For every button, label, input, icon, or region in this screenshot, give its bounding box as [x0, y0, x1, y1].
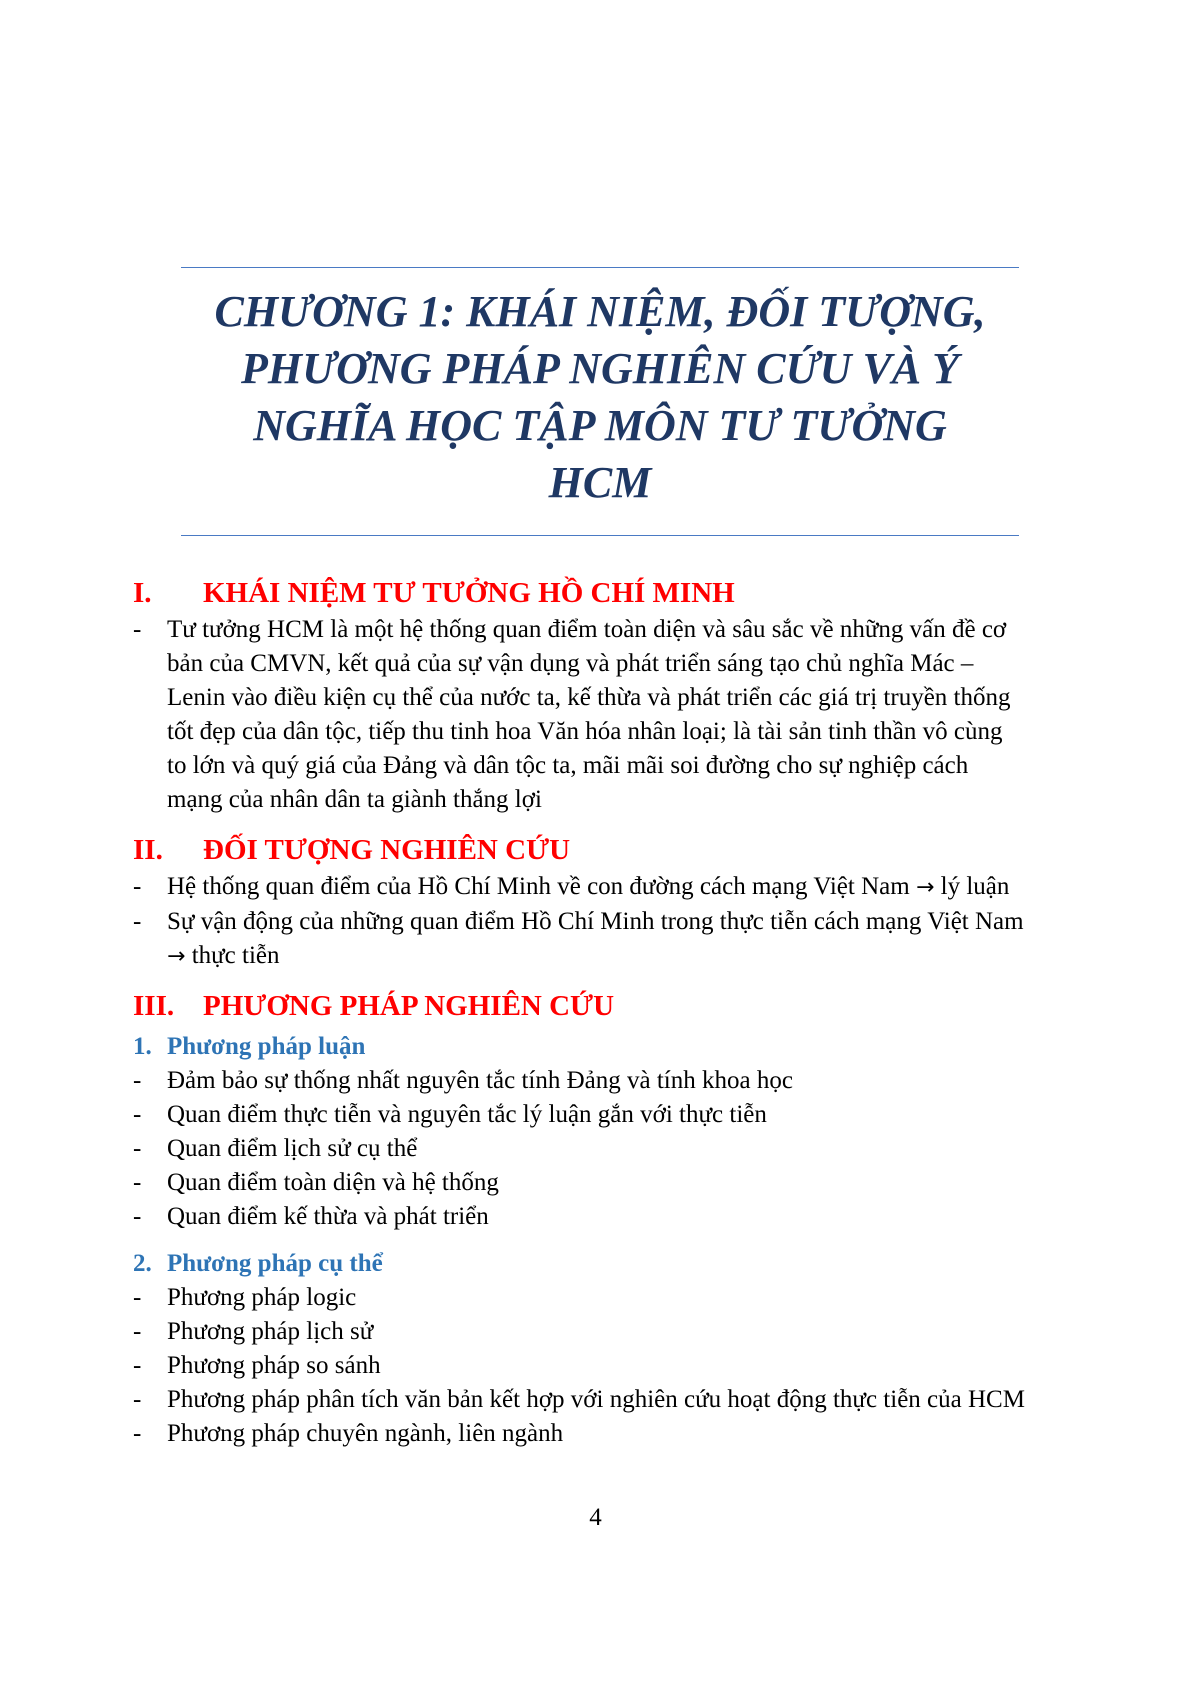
chapter-title: [150, 283, 1050, 511]
page-number: 4: [589, 1504, 602, 1531]
list-item: [0, 870, 1102, 905]
list-item: [0, 1064, 1102, 1098]
subsection-heading-1: [133, 1032, 365, 1062]
list-item-result: thực tiễn: [191, 942, 280, 969]
list-item-text: Quan điểm kế thừa và phát triển: [167, 1203, 489, 1230]
subsection-number: 2.: [133, 1250, 152, 1277]
bullet-dash: -: [133, 1169, 142, 1196]
section-heading-3: [133, 989, 614, 1023]
section-number: II.: [133, 834, 163, 866]
bullet-dash: -: [133, 1386, 142, 1413]
paragraph-line: Tư tưởng HCM là một hệ thống quan điểm toàn diện và sâu sắc về những vấn đề cơ: [167, 616, 1007, 643]
paragraph-line: tốt đẹp của dân tộc, tiếp thu tinh hoa Văn hóa nhân loại; là tài sản tinh thần vô cùng: [167, 718, 1003, 745]
arrow-right-icon: →: [915, 875, 935, 900]
chapter-title-line: HCM: [548, 458, 652, 507]
arrow-right-icon: →: [167, 944, 186, 969]
bullet-dash: -: [133, 1284, 142, 1311]
list-item: [0, 1281, 1102, 1315]
list-item-text: Phương pháp logic: [167, 1284, 357, 1311]
bullet-dash: -: [133, 873, 142, 900]
list-item: [0, 1132, 1102, 1166]
list-item: [0, 1349, 1102, 1383]
list-item: [0, 1315, 1102, 1349]
list-item: [0, 1098, 1102, 1132]
paragraph-line: bản của CMVN, kết quả của sự vận dụng và phát triển sáng tạo chủ nghĩa Mác –: [167, 650, 974, 677]
paragraph-line: to lớn và quý giá của Đảng và dân tộc ta, mãi mãi soi đường cho sự nghiệp cách: [167, 752, 969, 779]
list-item-text: Quan điểm lịch sử cụ thể: [167, 1135, 418, 1162]
list-item: [0, 613, 1102, 817]
list-item-text: Quan điểm toàn diện và hệ thống: [167, 1169, 499, 1196]
bullet-dash: -: [133, 908, 142, 935]
subsection-2-bullets: [0, 1281, 1102, 1451]
list-item-text: Sự vận động của những quan điểm Hồ Chí Minh trong thực tiễn cách mạng Việt Nam: [167, 908, 1024, 935]
paragraph-line: Lenin vào điều kiện cụ thể của nước ta, kế thừa và phát triển các giá trị truyền thống: [167, 684, 1011, 711]
paragraph-line: mạng của nhân dân ta giành thắng lợi: [167, 786, 542, 813]
subsection-number: 1.: [133, 1033, 152, 1060]
list-item: [0, 1383, 1102, 1417]
list-item: [0, 905, 1102, 974]
section-heading-1: [133, 576, 735, 610]
bullet-dash: -: [133, 1135, 142, 1162]
list-item: [0, 1200, 1102, 1234]
chapter-title-line: CHƯƠNG 1: KHÁI NIỆM, ĐỐI TƯỢNG,: [214, 287, 986, 336]
subsection-heading-2: [133, 1249, 383, 1279]
title-bottom-rule: [181, 535, 1019, 536]
section-title: PHƯƠNG PHÁP NGHIÊN CỨU: [203, 990, 615, 1022]
bullet-dash: -: [133, 1318, 142, 1345]
list-item-result: lý luận: [940, 873, 1010, 900]
section-2-bullets: [0, 870, 1102, 974]
bullet-dash: -: [133, 1420, 142, 1447]
bullet-dash: -: [133, 1352, 142, 1379]
subsection-1-bullets: [0, 1064, 1102, 1234]
bullet-dash: -: [133, 1101, 142, 1128]
bullet-dash: -: [133, 1203, 142, 1230]
chapter-title-line: PHƯƠNG PHÁP NGHIÊN CỨU VÀ Ý: [240, 344, 960, 393]
list-item-text: Phương pháp chuyên ngành, liên ngành: [167, 1420, 564, 1447]
section-1-bullets: [0, 613, 1102, 817]
bullet-dash: -: [133, 616, 142, 643]
bullet-dash: -: [133, 1067, 142, 1094]
section-heading-2: [133, 833, 570, 867]
chapter-title-line: NGHĨA HỌC TẬP MÔN TƯ TƯỞNG: [253, 401, 947, 450]
list-item-text: Phương pháp lịch sử: [167, 1318, 374, 1345]
section-title: ĐỐI TƯỢNG NGHIÊN CỨU: [203, 834, 571, 866]
title-top-rule: [181, 267, 1019, 268]
list-item-text: Hệ thống quan điểm của Hồ Chí Minh về con đường cách mạng Việt Nam: [167, 873, 910, 900]
section-title: KHÁI NIỆM TƯ TƯỞNG HỒ CHÍ MINH: [203, 577, 735, 609]
subsection-title: Phương pháp luận: [167, 1033, 366, 1060]
list-item-text: Phương pháp so sánh: [167, 1352, 381, 1379]
list-item-text: Đảm bảo sự thống nhất nguyên tắc tính Đảng và tính khoa học: [167, 1067, 793, 1094]
section-number: III.: [133, 990, 175, 1022]
section-number: I.: [133, 577, 152, 609]
list-item-text: Quan điểm thực tiễn và nguyên tắc lý luận gắn với thực tiễn: [167, 1101, 767, 1128]
subsection-title: Phương pháp cụ thể: [167, 1250, 383, 1277]
list-item-text: Phương pháp phân tích văn bản kết hợp với nghiên cứu hoạt động thực tiễn của HCM: [167, 1386, 1025, 1413]
list-item: [0, 1166, 1102, 1200]
list-item: [0, 1417, 1102, 1451]
